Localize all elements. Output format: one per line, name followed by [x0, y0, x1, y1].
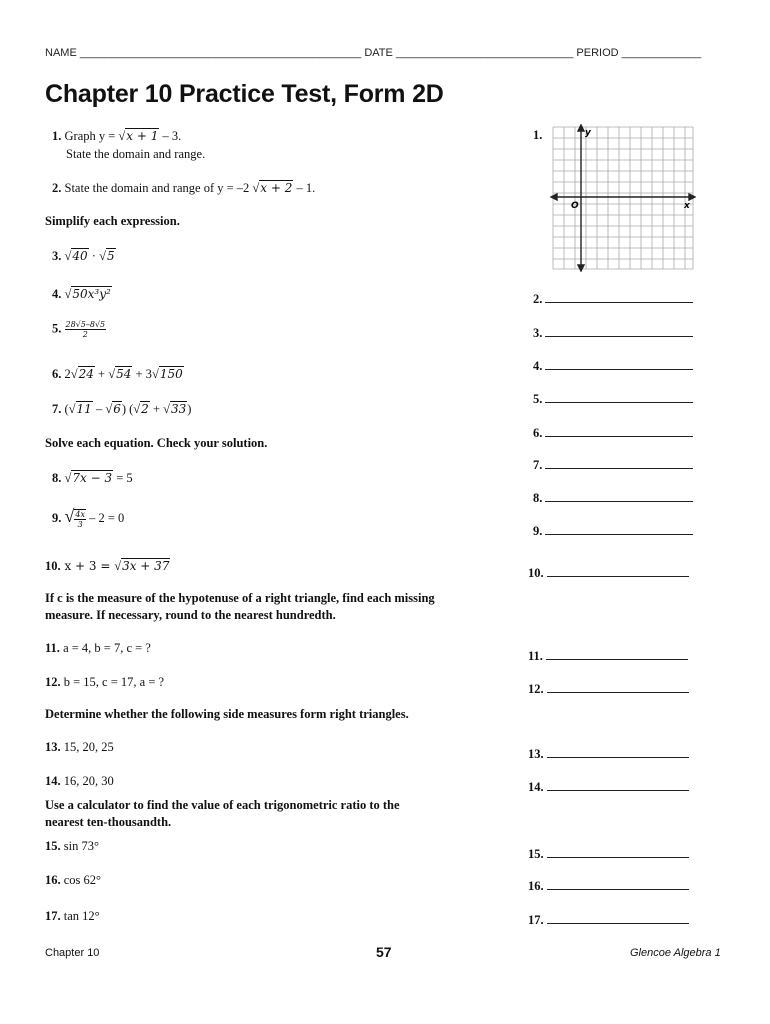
x-axis-label: x — [684, 201, 690, 211]
question-13: 13. 15, 20, 25 — [45, 740, 114, 754]
question-9: 9. √ $\frac{4x}{3}$ – 2 = 0 — [52, 506, 125, 530]
period-blank[interactable]: _____________ — [621, 47, 702, 59]
question-11: 11. a = 4, b = 7, c = ? — [45, 641, 151, 655]
question-7: 7. (√11 – √6) (√2 + √33) — [52, 402, 192, 416]
question-2: 2. State the domain and range of y = –2 √x + 2 – 1. — [52, 181, 316, 195]
question-14: 14. 16, 20, 30 — [45, 774, 114, 788]
question-5: 5. $\frac{28√5-8√5}{2}$ — [52, 320, 106, 339]
x-axis-right-arrow — [689, 194, 695, 200]
question-1-instruction: State the domain and range. — [66, 147, 206, 161]
name-field[interactable] — [45, 47, 701, 59]
y-axis-down-arrow — [578, 265, 584, 271]
footer-chapter: Chapter 10 — [45, 947, 100, 959]
axes — [551, 125, 695, 271]
question-1: 1. Graph y = √x + 1 – 3. — [52, 129, 182, 143]
section-heading-simplify: Simplify each expression. — [45, 214, 180, 228]
answer-line-9[interactable]: 9. — [533, 524, 693, 539]
origin-label: O — [571, 201, 579, 211]
answer-line-16[interactable]: 16. — [528, 879, 689, 894]
section-heading-hypotenuse-line2: measure. If necessary, round to the nearest hundredth. — [45, 608, 336, 622]
x-axis-left-arrow — [551, 194, 557, 200]
answer-line-12[interactable]: 12. — [528, 682, 689, 697]
answer-line-2[interactable]: 2. — [533, 292, 693, 307]
page-title: Chapter 10 Practice Test, Form 2D — [45, 80, 444, 108]
answer-line-14[interactable]: 14. — [528, 780, 689, 795]
question-4: 4. √50x³y² — [52, 287, 111, 301]
date-blank[interactable]: _____________________________ — [395, 47, 574, 59]
answer-line-15[interactable]: 15. — [528, 847, 689, 862]
page-number: 57 — [376, 944, 392, 960]
section-heading-hypotenuse-line1: If c is the measure of the hypotenuse of a right triangle, find each missing — [45, 591, 435, 605]
answer-line-7[interactable]: 7. — [533, 458, 693, 473]
period-label: PERIOD — [576, 47, 619, 59]
answer-line-10[interactable]: 10. — [528, 566, 689, 581]
question-16: 16. cos 62° — [45, 873, 102, 887]
question-12: 12. b = 15, c = 17, a = ? — [45, 675, 165, 689]
answer-line-5[interactable]: 5. — [533, 392, 693, 407]
answer-line-3[interactable]: 3. — [533, 326, 693, 341]
answer-line-17[interactable]: 17. — [528, 913, 689, 928]
section-heading-trig-line1: Use a calculator to find the value of each trigonometric ratio to the — [45, 798, 400, 812]
y-axis-up-arrow — [578, 125, 584, 131]
question-6: 6. 2√24 + √54 + 3√150 — [52, 367, 183, 381]
question-17: 17. tan 12° — [45, 909, 100, 923]
footer-publisher: Glencoe Algebra 1 — [630, 947, 721, 959]
name-label: NAME — [45, 47, 77, 59]
question-3: 3. √40 · √5 — [52, 249, 115, 263]
answer-label-1: 1. — [533, 128, 543, 142]
answer-line-13[interactable]: 13. — [528, 747, 689, 762]
answer-line-4[interactable]: 4. — [533, 359, 693, 374]
date-label: DATE — [364, 47, 393, 59]
section-heading-trig-line2: nearest ten-thousandth. — [45, 815, 172, 829]
question-8: 8. √7x − 3 = 5 — [52, 471, 133, 485]
y-axis-label: y — [585, 128, 591, 138]
answer-line-6[interactable]: 6. — [533, 426, 693, 441]
answer-line-11[interactable]: 11. — [528, 649, 688, 664]
question-15: 15. sin 73° — [45, 839, 99, 853]
name-blank[interactable]: ______________________________________________ — [79, 47, 362, 59]
coordinate-grid[interactable] — [550, 124, 696, 272]
grid-lines — [553, 127, 693, 269]
section-heading-right-triangles: Determine whether the following side measures form right triangles. — [45, 707, 409, 721]
section-heading-solve: Solve each equation. Check your solution. — [45, 436, 268, 450]
question-10: 10. x + 3 = √3x + 37 — [45, 559, 170, 573]
answer-line-8[interactable]: 8. — [533, 491, 693, 506]
